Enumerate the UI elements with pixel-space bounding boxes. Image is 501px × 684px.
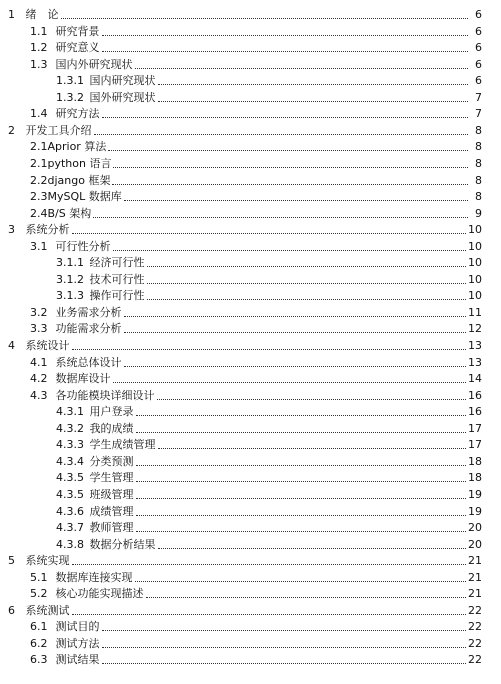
dot-leader	[136, 515, 467, 516]
toc-entry-label	[30, 304, 122, 321]
toc-entry-page: 6	[475, 24, 482, 38]
toc-entry-page: 9	[475, 206, 482, 220]
toc-entry-label	[30, 569, 133, 586]
toc-entry-page: 17	[468, 421, 482, 435]
toc-entry-title: 技术可行性	[89, 272, 145, 286]
toc-entry-number: 3.1.1	[56, 256, 84, 270]
toc-entry[interactable]	[56, 254, 482, 271]
toc-entry-page: 8	[475, 190, 482, 204]
toc-entry-title: 功能需求分析	[55, 322, 122, 336]
dot-leader	[124, 366, 467, 367]
toc-entry-title: 业务需求分析	[55, 305, 122, 319]
toc-entry[interactable]	[30, 304, 482, 321]
toc-entry[interactable]	[8, 122, 482, 139]
toc-entry-label	[8, 221, 70, 238]
dot-leader	[102, 35, 469, 36]
toc-entry[interactable]	[56, 503, 482, 520]
toc-entry-number: 4.3.1	[56, 405, 84, 419]
dot-leader	[72, 233, 467, 234]
dot-leader	[102, 51, 469, 52]
toc-entry-label	[30, 238, 111, 255]
toc-entry[interactable]	[30, 138, 482, 155]
toc-entry-title: 测试结果	[55, 653, 100, 667]
toc-entry[interactable]	[30, 618, 482, 635]
toc-entry-label	[56, 254, 145, 271]
dot-leader	[147, 299, 467, 300]
toc-entry-page: 20	[468, 537, 482, 551]
toc-entry-label	[56, 536, 156, 553]
toc-entry-label	[56, 519, 134, 536]
toc-entry-page: 10	[468, 289, 482, 303]
toc-entry[interactable]	[30, 172, 482, 189]
dot-leader	[124, 316, 467, 317]
dot-leader	[158, 548, 467, 549]
toc-entry[interactable]	[30, 188, 482, 205]
toc-entry-label	[56, 469, 134, 486]
toc-entry-number: 5.1	[30, 570, 48, 584]
toc-entry-label	[30, 172, 110, 189]
toc-entry-page: 8	[475, 173, 482, 187]
toc-entry-number: 4.3.5	[56, 487, 84, 501]
toc-entry-label	[8, 602, 70, 619]
dot-leader	[147, 266, 467, 267]
toc-entry-label	[56, 436, 156, 453]
toc-entry-page: 14	[468, 372, 482, 386]
dot-leader	[136, 481, 467, 482]
toc-entry-number: 1.3.1	[56, 74, 84, 88]
dot-leader	[72, 349, 467, 350]
toc-entry[interactable]	[30, 320, 482, 337]
toc-entry[interactable]	[8, 6, 482, 23]
toc-entry-label	[56, 287, 145, 304]
toc-entry-title: 我的成绩	[89, 421, 134, 435]
toc-entry-label	[8, 552, 70, 569]
toc-entry-label	[30, 105, 100, 122]
toc-entry[interactable]	[56, 271, 482, 288]
toc-entry-label	[56, 89, 156, 106]
toc-entry-number: 3.1.3	[56, 289, 84, 303]
toc-entry-number: 3.1	[30, 239, 48, 253]
toc-entry[interactable]	[56, 453, 482, 470]
dot-leader	[158, 101, 469, 102]
toc-entry-page: 18	[468, 454, 482, 468]
toc-entry-number: 4	[8, 339, 15, 352]
dot-leader	[113, 382, 467, 383]
toc-entry-title: 成绩管理	[89, 504, 134, 518]
toc-entry-title: 核心功能实现描述	[55, 587, 144, 601]
dot-leader	[72, 614, 467, 615]
toc-entry-page: 22	[468, 636, 482, 650]
toc-entry-number: 4.3.3	[56, 438, 84, 452]
toc-entry-label	[30, 320, 122, 337]
toc-entry-page: 16	[468, 405, 482, 419]
toc-entry-title: 系统总体设计	[55, 355, 122, 369]
toc-entry-page: 10	[468, 256, 482, 270]
toc-entry[interactable]	[30, 354, 482, 371]
dot-leader	[136, 498, 467, 499]
toc-entry-title: 系统设计	[25, 339, 70, 352]
dot-leader	[157, 399, 467, 400]
toc-entry-title: 系统分析	[25, 223, 70, 237]
toc-entry-title: 班级管理	[89, 487, 134, 501]
toc-entry[interactable]	[30, 635, 482, 652]
dot-leader	[135, 581, 467, 582]
toc-entry-page: 12	[468, 322, 482, 336]
toc-entry[interactable]	[8, 552, 482, 569]
toc-entry[interactable]	[56, 72, 482, 89]
toc-entry-number: 3.1.2	[56, 272, 84, 286]
toc-entry-title: 教师管理	[89, 521, 134, 535]
toc-entry-title: 研究背景	[55, 24, 100, 38]
toc-entry-page: 22	[468, 620, 482, 634]
toc-entry-number: 5	[8, 554, 15, 568]
toc-entry-label	[30, 387, 155, 404]
toc-entry-title: 2.4B/S 架构	[30, 206, 92, 220]
toc-entry-title: 国内外研究现状	[55, 57, 133, 71]
dot-leader	[136, 465, 467, 466]
toc-entry-number: 2	[8, 123, 15, 137]
toc-entry-label	[30, 138, 106, 155]
toc-entry-page: 6	[475, 41, 482, 55]
toc-entry-number: 4.3.2	[56, 421, 84, 435]
toc-entry-title: 分类预测	[89, 454, 134, 468]
toc-entry-title: 可行性分析	[55, 239, 111, 253]
toc-entry-label	[56, 503, 134, 520]
toc-entry-number: 3.2	[30, 305, 48, 319]
toc-entry-title: 各功能模块详细设计	[55, 388, 155, 402]
dot-leader	[113, 167, 468, 168]
toc-entry-number: 4.3.4	[56, 454, 84, 468]
toc-entry[interactable]	[30, 238, 482, 255]
toc-entry-number: 5.2	[30, 587, 48, 601]
dot-leader	[113, 250, 467, 251]
toc-entry[interactable]	[8, 221, 482, 238]
toc-entry-title: 系统实现	[25, 554, 70, 568]
dot-leader	[158, 448, 467, 449]
dot-leader	[112, 184, 468, 185]
toc-entry-title: 测试方法	[55, 636, 100, 650]
toc-entry-number: 4.3.5	[56, 471, 84, 485]
toc-entry-number: 3.3	[30, 322, 48, 336]
dot-leader	[102, 663, 467, 664]
toc-entry-page: 22	[468, 653, 482, 667]
dot-leader	[61, 18, 469, 19]
toc-entry-number: 4.3	[30, 388, 48, 402]
toc-entry[interactable]	[30, 370, 482, 387]
toc-entry-label	[30, 23, 100, 40]
toc-entry-page: 8	[475, 123, 482, 137]
dot-leader	[102, 630, 467, 631]
toc-entry-label	[30, 188, 122, 205]
toc-entry-page: 17	[468, 438, 482, 452]
toc-entry-title: 学生成绩管理	[89, 438, 156, 452]
toc-entry-title: 2.3MySQL 数据库	[30, 190, 122, 204]
toc-entry-page: 10	[468, 272, 482, 286]
toc-entry-page: 19	[468, 504, 482, 518]
toc-entry-title: 经济可行性	[89, 256, 145, 270]
toc-entry[interactable]	[30, 205, 482, 222]
toc-entry-page: 6	[475, 57, 482, 71]
dot-leader	[94, 134, 469, 135]
dot-leader	[136, 432, 467, 433]
toc-entry-label	[30, 39, 100, 56]
toc-entry[interactable]	[56, 420, 482, 437]
toc-entry-label	[30, 585, 144, 602]
toc-entry[interactable]	[56, 536, 482, 553]
toc-entry[interactable]	[30, 105, 482, 122]
toc-entry-label	[30, 651, 100, 668]
toc-entry-title: 国外研究现状	[89, 90, 156, 104]
toc-entry-label	[30, 56, 133, 73]
toc-entry-page: 8	[475, 156, 482, 170]
toc-entry-number: 4.3.6	[56, 504, 84, 518]
dot-leader	[108, 150, 468, 151]
toc-entry[interactable]	[30, 39, 482, 56]
toc-entry-label	[30, 354, 122, 371]
toc-entry-page: 13	[468, 339, 482, 352]
toc-entry-number: 1.1	[30, 24, 48, 38]
toc-entry-number: 4.3.7	[56, 521, 84, 535]
toc-entry-page: 20	[468, 521, 482, 535]
toc-entry-title: 测试目的	[55, 620, 100, 634]
toc-entry-page: 16	[468, 388, 482, 402]
toc-entry-page: 22	[468, 603, 482, 617]
toc-entry[interactable]	[30, 651, 482, 668]
dot-leader	[93, 217, 468, 218]
toc-entry-title: 数据分析结果	[89, 537, 156, 551]
toc-entry-label	[56, 453, 134, 470]
toc-entry-label	[8, 6, 59, 23]
toc-entry[interactable]	[56, 89, 482, 106]
dot-leader	[72, 564, 467, 565]
dot-leader	[102, 647, 467, 648]
toc-entry-page: 6	[475, 74, 482, 88]
toc-entry-page: 19	[468, 487, 482, 501]
dot-leader	[136, 415, 467, 416]
toc-entry-title: 系统测试	[25, 603, 70, 617]
toc-entry[interactable]	[30, 56, 482, 73]
toc-entry-title: 研究意义	[55, 41, 100, 55]
toc-entry-page: 11	[468, 305, 482, 319]
dot-leader	[102, 117, 469, 118]
toc-entry-title: 2.2django 框架	[30, 173, 111, 187]
toc-entry[interactable]	[30, 585, 482, 602]
toc-entry-label	[30, 635, 100, 652]
toc-entry-page: 18	[468, 471, 482, 485]
toc-entry-page: 7	[475, 107, 482, 121]
dot-leader	[124, 200, 468, 201]
toc-entry-title: 国内研究现状	[89, 74, 156, 88]
toc-entry[interactable]	[56, 287, 482, 304]
toc-entry-page: 21	[468, 570, 482, 584]
dot-leader	[158, 84, 469, 85]
toc-entry-label	[8, 122, 92, 139]
toc-entry-label	[56, 271, 145, 288]
toc-entry-number: 1.3	[30, 57, 48, 71]
toc-entry-title: 2.1Aprior 算法	[30, 140, 107, 154]
toc-entry-title: 数据库设计	[55, 372, 111, 386]
toc-entry-label	[30, 370, 111, 387]
toc-entry-label	[56, 403, 134, 420]
toc-entry[interactable]	[56, 403, 482, 420]
toc-entry-label	[56, 486, 134, 503]
toc-entry-page: 8	[475, 140, 482, 154]
toc-entry[interactable]	[30, 387, 482, 404]
toc-entry-number: 6.3	[30, 653, 48, 667]
dot-leader	[135, 68, 469, 69]
toc-entry[interactable]	[8, 337, 482, 354]
dot-leader	[124, 332, 467, 333]
toc-entry-title: 操作可行性	[89, 289, 145, 303]
toc-entry[interactable]	[30, 569, 482, 586]
toc-entry[interactable]	[30, 155, 482, 172]
toc-entry-label	[30, 618, 100, 635]
toc-entry-number: 3	[8, 223, 15, 237]
toc-entry[interactable]	[8, 602, 482, 619]
toc-entry-number: 4.3.8	[56, 537, 84, 551]
toc-entry-title: 研究方法	[55, 107, 100, 121]
toc-entry-label	[30, 205, 91, 222]
toc-entry-page: 21	[468, 587, 482, 601]
toc-entry-number: 4.2	[30, 372, 48, 386]
toc-entry-label	[56, 420, 134, 437]
toc-entry[interactable]	[56, 469, 482, 486]
toc-entry-number: 6.1	[30, 620, 48, 634]
toc-entry-page: 10	[468, 239, 482, 253]
toc-entry-number: 1.4	[30, 107, 48, 121]
toc-entry-number: 6.2	[30, 636, 48, 650]
toc-entry-number: 1.3.2	[56, 90, 84, 104]
toc-entry-number: 1.2	[30, 41, 48, 55]
toc-entry-title: 绪 论	[25, 8, 59, 21]
toc-entry[interactable]	[30, 23, 482, 40]
toc-entry-title: 数据库连接实现	[55, 570, 133, 584]
dot-leader	[147, 283, 467, 284]
toc-entry-label	[8, 337, 70, 354]
toc-entry-number: 6	[8, 603, 15, 617]
toc-entry-page: 6	[475, 8, 482, 21]
dot-leader	[136, 531, 467, 532]
toc-entry-page: 21	[468, 554, 482, 568]
toc-entry-title: 学生管理	[89, 471, 134, 485]
toc-entry-title: 开发工具介绍	[25, 123, 92, 137]
toc-entry[interactable]	[56, 486, 482, 503]
toc-entry-page: 10	[468, 223, 482, 237]
toc-entry-page: 7	[475, 90, 482, 104]
toc-entry-number: 4.1	[30, 355, 48, 369]
toc-entry-title: 2.1python 语言	[30, 156, 112, 170]
toc-entry-number: 1	[8, 8, 15, 21]
toc-entry-label	[56, 72, 156, 89]
toc-entry-title: 用户登录	[89, 405, 134, 419]
toc-entry[interactable]	[56, 519, 482, 536]
toc-entry-label	[30, 155, 111, 172]
dot-leader	[146, 597, 467, 598]
toc-entry[interactable]	[56, 436, 482, 453]
toc-entry-page: 13	[468, 355, 482, 369]
